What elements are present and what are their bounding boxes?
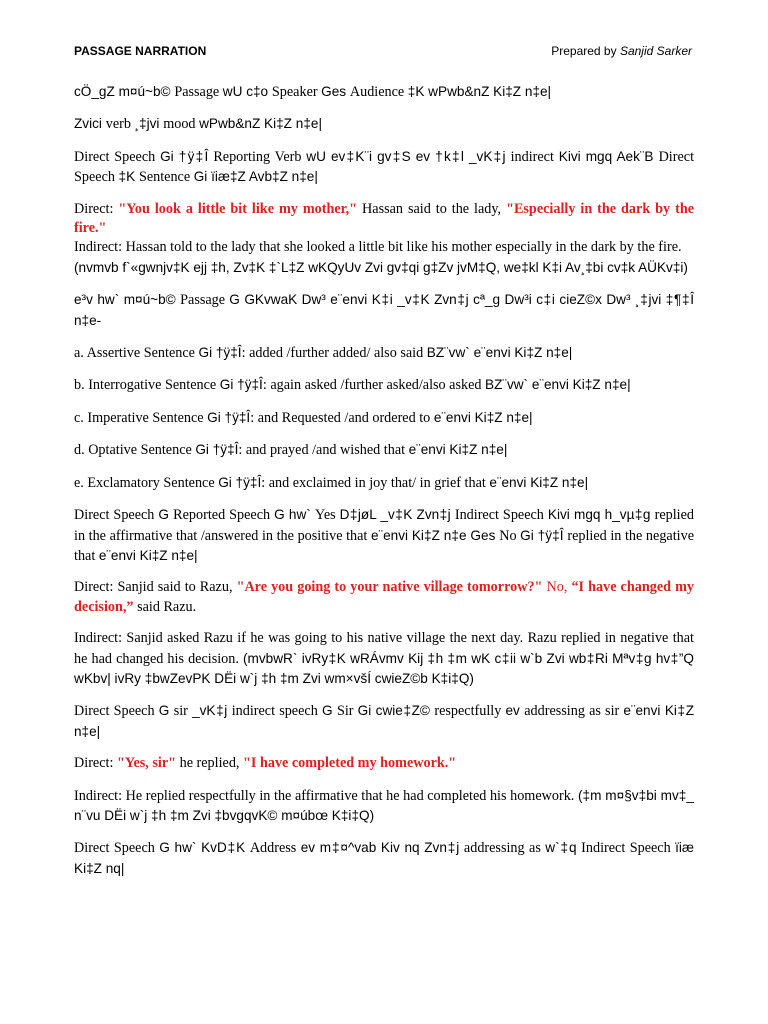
rule-paragraph-6: Direct Speech G sir _vK‡j indirect speech G Sir Gi cwie‡Z© respectfully ev addressing as sir e¨envi Ki‡Z n‡e| [74, 703, 695, 739]
rule-assertive: a. Assertive Sentence Gi †ÿ‡Î: added /further added/ also said BZ¨vw` e¨envi Ki‡Z n‡e| [74, 345, 573, 362]
example-3-direct: Direct: "Yes, sir" he replied, "I have completed my homework." [74, 755, 457, 772]
rule-paragraph-2: Zvici verb ¸‡jvi mood wPwb&nZ Ki‡Z n‡e| [74, 116, 322, 133]
author-credit [551, 44, 692, 58]
rule-paragraph-3: Direct Speech Gi †ÿ‡Î Reporting Verb wU ev‡K¨i gv‡S ev †k‡l _vK‡j indirect Kivi mgq Aek¨B Direct Speech ‡K Sentence Gi ïiæ‡Z Avb‡Z n‡e| [74, 148, 695, 186]
rule-paragraph-1: cÖ_gZ m¤ú~b© Passage wU c‡o Speaker Ges Audience ‡K wPwb&nZ Ki‡Z n‡e| [74, 84, 552, 100]
rule-optative: d. Optative Sentence Gi †ÿ‡Î: and prayed /and wished that e¨envi Ki‡Z n‡e| [74, 442, 508, 459]
example-3-indirect: Indirect: He replied respectfully in the affirmative that he had completed his homework. (‡m m¤§v‡bi mv‡_ n¨vu DËi w`j ‡h ‡m Zvi ‡bvgqvK© m¤úbœ K‡i‡Q) [74, 787, 694, 823]
rule-paragraph-7: Direct Speech G hw` KvD‡K Address ev m‡¤^vab Kiv nq Zvn‡j addressing as w`‡q Indirect Speech ïiæ Ki‡Z nq| [74, 840, 695, 876]
rule-interrogative: b. Interrogative Sentence Gi †ÿ‡Î: again asked /further asked/also asked BZ¨vw` e¨envi Ki‡Z n‡e| [74, 377, 631, 394]
example-2-indirect: Indirect: Sanjid asked Razu if he was going to his native village the next day. Razu replied in negative that he had changed his decision. (mvbwR` ivRy‡K wRÁvmv Kij ‡h ‡m wK c‡ii w`b Zvi wb‡Ri Mªv‡g hv‡”Q wKbv| ivRy ‡bwZevPK DËi w`j ‡h ‡m Zvi wm×všÍ cwieZ©b K‡i‡Q) [74, 630, 694, 686]
example-1-direct: Direct: "You look a little bit like my mother," Hassan said to the lady, "Especially in the dark by the fire." [74, 200, 695, 237]
prepared-by-label: Prepared by [551, 44, 617, 58]
document-title: PASSAGE NARRATION [74, 44, 207, 58]
page-header [74, 44, 694, 62]
rule-paragraph-4: e³v hw` m¤ú~b© Passage G GKvwaK Dw³ e¨envi K‡i _v‡K Zvn‡j cª_g Dw³i c‡i cieZ©x Dw³ ¸‡jvi ‡¶‡Î n‡e- [74, 292, 694, 328]
example-2-direct: Direct: Sanjid said to Razu, "Are you going to your native village tomorrow?" No, “I have changed my decision,” said Razu. [74, 579, 694, 615]
example-1-note: (nvmvb f`«gwnjv‡K ejj ‡h, Zv‡K ‡`L‡Z wKQyUv Zvi gv‡qi g‡Zv jvM‡Q, we‡kl K‡i Av¸‡bi cv‡k AÜKv‡i) [74, 259, 688, 275]
rule-imperative: c. Imperative Sentence Gi †ÿ‡Î: and Requested /and ordered to e¨envi Ki‡Z n‡e| [74, 409, 533, 426]
example-1-indirect: Indirect: Hassan told to the lady that she looked a little bit like his mother especially in the dark by the fire. [74, 239, 682, 256]
author-name: Sanjid Sarker [619, 44, 692, 58]
rule-paragraph-5: Direct Speech G Reported Speech G hw` Yes D‡jøL _v‡K Zvn‡j Indirect Speech Kivi mgq h_vµ‡g replied in the affirmative that /answered in the positive that e¨envi Ki‡Z n‡e Ges No Gi †ÿ‡Î replied in the negative that e¨envi Ki‡Z n‡e| [74, 507, 694, 564]
document-body [74, 82, 694, 891]
rule-exclamatory: e. Exclamatory Sentence Gi †ÿ‡Î: and exclaimed in joy that/ in grief that e¨envi Ki‡Z n‡e| [74, 474, 589, 491]
